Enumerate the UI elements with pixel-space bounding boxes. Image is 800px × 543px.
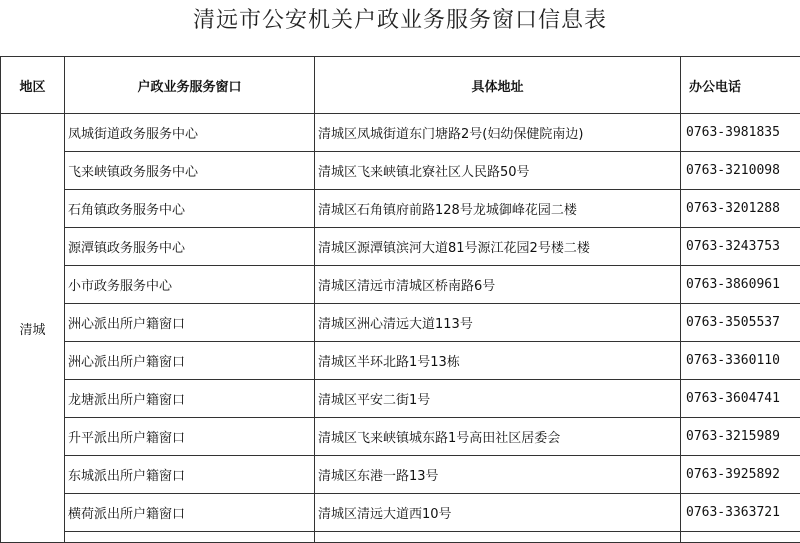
address-cell: 清城区源潭镇滨河大道81号源江花园2号楼二楼 <box>315 228 681 266</box>
address-cell: 清城区清远大道西10号 <box>315 494 681 532</box>
table-row <box>1 456 800 494</box>
table-row <box>1 418 800 456</box>
info-table <box>0 56 800 543</box>
table-row <box>1 266 800 304</box>
phone-cell: 0763-3201288 <box>681 190 800 228</box>
table-row <box>1 342 800 380</box>
table-row <box>1 494 800 532</box>
window-cell-empty <box>65 532 315 543</box>
address-cell: 清城区洲心清远大道113号 <box>315 304 681 342</box>
window-cell: 小市政务服务中心 <box>65 266 315 304</box>
address-cell: 清城区飞来峡镇北寮社区人民路50号 <box>315 152 681 190</box>
window-cell: 龙塘派出所户籍窗口 <box>65 380 315 418</box>
address-cell: 清城区清远市清城区桥南路6号 <box>315 266 681 304</box>
address-cell: 清城区半环北路1号13栋 <box>315 342 681 380</box>
phone-cell: 0763-3604741 <box>681 380 800 418</box>
table-row-partial <box>1 532 800 543</box>
phone-cell: 0763-3363721 <box>681 494 800 532</box>
phone-cell: 0763-3360110 <box>681 342 800 380</box>
address-cell-empty <box>315 532 681 543</box>
window-cell: 石角镇政务服务中心 <box>65 190 315 228</box>
window-cell: 源潭镇政务服务中心 <box>65 228 315 266</box>
phone-cell: 0763-3981835 <box>681 114 800 152</box>
table-row <box>1 228 800 266</box>
address-cell: 清城区东港一路13号 <box>315 456 681 494</box>
table-row <box>1 114 800 152</box>
header-address: 具体地址 <box>315 57 681 114</box>
table-row <box>1 190 800 228</box>
header-region: 地区 <box>1 57 65 114</box>
phone-cell: 0763-3505537 <box>681 304 800 342</box>
window-cell: 升平派出所户籍窗口 <box>65 418 315 456</box>
phone-cell: 0763-3210098 <box>681 152 800 190</box>
phone-cell: 0763-3243753 <box>681 228 800 266</box>
table-row <box>1 380 800 418</box>
table-header-row <box>1 57 800 114</box>
header-window: 户政业务服务窗口 <box>65 57 315 114</box>
phone-cell: 0763-3215989 <box>681 418 800 456</box>
window-cell: 飞来峡镇政务服务中心 <box>65 152 315 190</box>
region-cell: 清城 <box>1 114 65 543</box>
address-cell: 清城区石角镇府前路128号龙城御峰花园二楼 <box>315 190 681 228</box>
window-cell: 洲心派出所户籍窗口 <box>65 304 315 342</box>
phone-cell: 0763-3925892 <box>681 456 800 494</box>
window-cell: 洲心派出所户籍窗口 <box>65 342 315 380</box>
address-cell: 清城区平安二街1号 <box>315 380 681 418</box>
table-row <box>1 152 800 190</box>
address-cell: 清城区凤城街道东门塘路2号(妇幼保健院南边) <box>315 114 681 152</box>
window-cell: 东城派出所户籍窗口 <box>65 456 315 494</box>
table-row <box>1 304 800 342</box>
address-cell: 清城区飞来峡镇城东路1号高田社区居委会 <box>315 418 681 456</box>
phone-cell: 0763-3860961 <box>681 266 800 304</box>
window-cell: 横荷派出所户籍窗口 <box>65 494 315 532</box>
header-phone: 办公电话 <box>681 57 800 114</box>
window-cell: 凤城街道政务服务中心 <box>65 114 315 152</box>
document-title: 清远市公安机关户政业务服务窗口信息表 <box>0 6 800 36</box>
phone-cell-empty <box>681 532 800 543</box>
